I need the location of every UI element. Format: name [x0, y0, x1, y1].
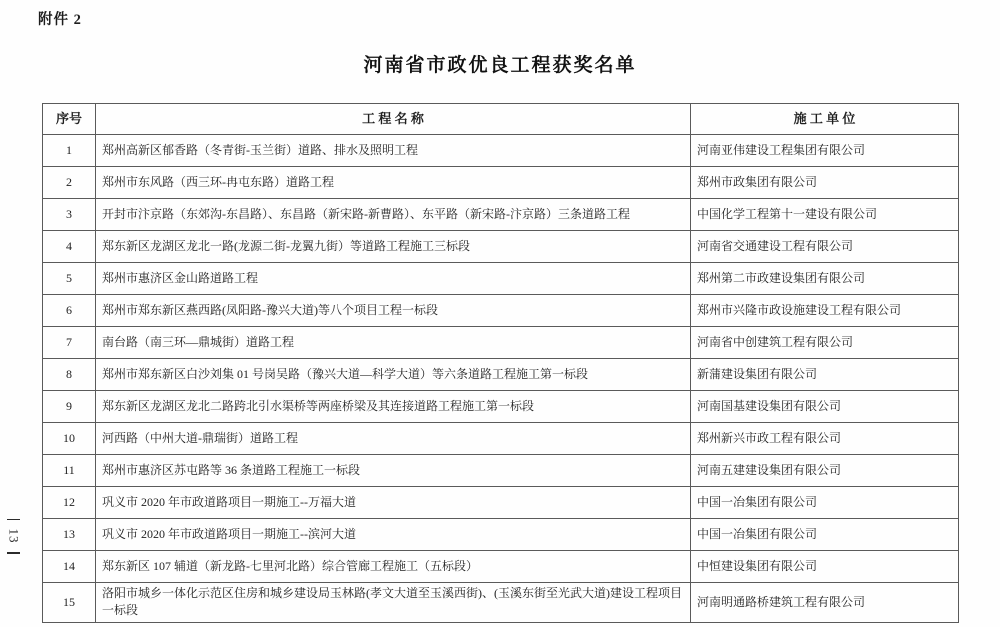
page-number-value: 13 — [6, 528, 21, 544]
award-table — [42, 103, 959, 623]
project-name: 郑州市惠济区苏屯路等 36 条道路工程施工一标段 — [96, 455, 691, 487]
table-row — [43, 391, 959, 423]
page-title: 河南省市政优良工程获奖名单 — [363, 55, 637, 76]
header-project: 工 程 名 称 — [96, 104, 691, 135]
project-name: 河西路（中州大道-鼎瑞街）道路工程 — [96, 423, 691, 455]
table-row — [43, 135, 959, 167]
construction-company: 河南明通路桥建筑工程有限公司 — [691, 583, 959, 623]
header-no: 序号 — [43, 104, 96, 135]
construction-company: 河南五建建设集团有限公司 — [691, 455, 959, 487]
table-row — [43, 359, 959, 391]
row-number: 15 — [43, 583, 96, 623]
project-name: 巩义市 2020 年市政道路项目一期施工--滨河大道 — [96, 519, 691, 551]
project-name: 巩义市 2020 年市政道路项目一期施工--万福大道 — [96, 487, 691, 519]
table-row — [43, 487, 959, 519]
construction-company: 郑州市兴隆市政设施建设工程有限公司 — [691, 295, 959, 327]
page-number — [2, 488, 24, 584]
construction-company: 河南省交通建设工程有限公司 — [691, 231, 959, 263]
construction-company: 中国一冶集团有限公司 — [691, 519, 959, 551]
project-name: 南台路（南三环—鼎城街）道路工程 — [96, 327, 691, 359]
construction-company: 中国化学工程第十一建设有限公司 — [691, 199, 959, 231]
row-number: 13 — [43, 519, 96, 551]
project-name: 洛阳市城乡一体化示范区住房和城乡建设局玉林路(孝文大道至玉溪西街)、(玉溪东街至光武大道)建设工程项目一标段 — [96, 583, 691, 623]
header-company: 施 工 单 位 — [691, 104, 959, 135]
construction-company: 郑州新兴市政工程有限公司 — [691, 423, 959, 455]
table-header — [43, 104, 959, 135]
table-row — [43, 295, 959, 327]
construction-company: 中恒建设集团有限公司 — [691, 551, 959, 583]
project-name: 开封市汴京路（东郊沟-东昌路）、东昌路（新宋路-新曹路）、东平路（新宋路-汴京路）三条道路工程 — [96, 199, 691, 231]
table-row — [43, 327, 959, 359]
table-row — [43, 423, 959, 455]
project-name: 郑州市郑东新区燕西路(凤阳路-豫兴大道)等八个项目工程一标段 — [96, 295, 691, 327]
row-number: 14 — [43, 551, 96, 583]
project-name: 郑州市东风路（西三环-冉屯东路）道路工程 — [96, 167, 691, 199]
construction-company: 郑州市政集团有限公司 — [691, 167, 959, 199]
table-row — [43, 167, 959, 199]
header-row — [43, 104, 959, 135]
project-name: 郑东新区 107 辅道（新龙路-七里河北路）综合管廊工程施工（五标段） — [96, 551, 691, 583]
row-number: 6 — [43, 295, 96, 327]
table-body — [43, 135, 959, 623]
row-number: 2 — [43, 167, 96, 199]
row-number: 11 — [43, 455, 96, 487]
construction-company: 新蒲建设集团有限公司 — [691, 359, 959, 391]
construction-company: 河南省中创建筑工程有限公司 — [691, 327, 959, 359]
page-number-dash-top — [7, 519, 20, 521]
project-name: 郑东新区龙湖区龙北二路跨北引水渠桥等两座桥梁及其连接道路工程施工第一标段 — [96, 391, 691, 423]
row-number: 5 — [43, 263, 96, 295]
row-number: 10 — [43, 423, 96, 455]
construction-company: 郑州第二市政建设集团有限公司 — [691, 263, 959, 295]
project-name: 郑州市惠济区金山路道路工程 — [96, 263, 691, 295]
construction-company: 河南国基建设集团有限公司 — [691, 391, 959, 423]
construction-company: 河南亚伟建设工程集团有限公司 — [691, 135, 959, 167]
row-number: 4 — [43, 231, 96, 263]
row-number: 1 — [43, 135, 96, 167]
row-number: 9 — [43, 391, 96, 423]
row-number: 3 — [43, 199, 96, 231]
attachment-label: 附件 2 — [38, 12, 82, 28]
row-number: 8 — [43, 359, 96, 391]
construction-company: 中国一冶集团有限公司 — [691, 487, 959, 519]
table-row — [43, 551, 959, 583]
project-name: 郑州市郑东新区白沙刘集 01 号岗吴路（豫兴大道—科学大道）等六条道路工程施工第一标段 — [96, 359, 691, 391]
table-row — [43, 455, 959, 487]
row-number: 7 — [43, 327, 96, 359]
project-name: 郑东新区龙湖区龙北一路(龙源二街-龙翼九街）等道路工程施工三标段 — [96, 231, 691, 263]
row-number: 12 — [43, 487, 96, 519]
table-row — [43, 231, 959, 263]
page-number-dash-bottom — [7, 552, 20, 554]
table-row — [43, 199, 959, 231]
project-name: 郑州高新区郁香路（冬青街-玉兰街）道路、排水及照明工程 — [96, 135, 691, 167]
table-row — [43, 519, 959, 551]
table-row — [43, 263, 959, 295]
table-row — [43, 583, 959, 623]
